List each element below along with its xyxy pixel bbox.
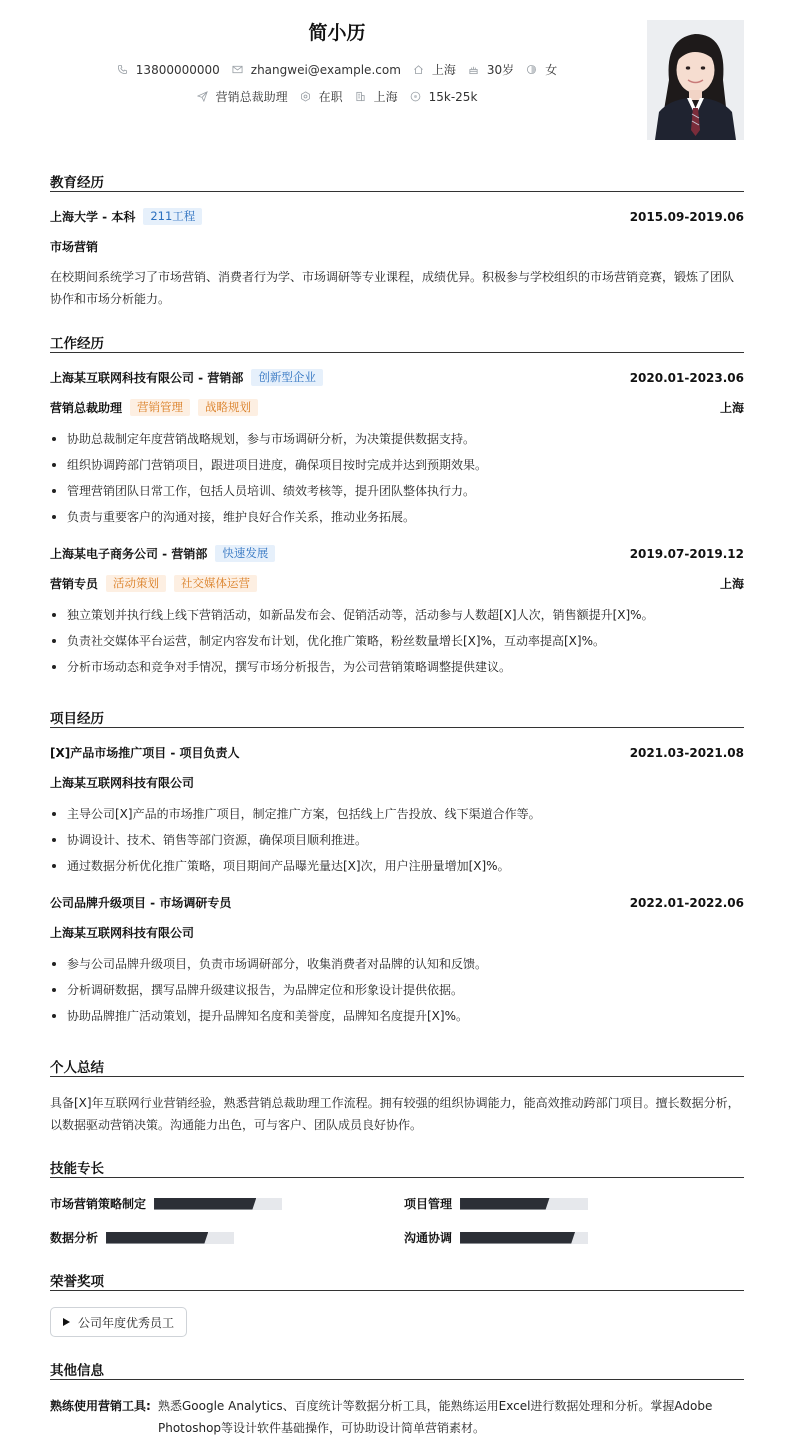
skill-name: 项目管理	[404, 1197, 453, 1211]
list-item: 协助品牌推广活动策划，提升品牌知名度和美誉度，品牌知名度提升[X]%。	[50, 1003, 744, 1029]
education-header-row	[50, 208, 744, 225]
section-title-summary: 个人总结	[50, 1056, 744, 1077]
other-section	[50, 1359, 744, 1380]
award-item[interactable]	[50, 1307, 187, 1337]
list-item: 组织协调跨部门营销项目，跟进项目进度，确保项目按时完成并达到预期效果。	[50, 452, 744, 478]
education-section	[50, 171, 744, 192]
work-city: 上海	[719, 577, 744, 591]
skill-level-fill	[460, 1198, 550, 1210]
role-tag: 战略规划	[198, 399, 258, 416]
section-title-other: 其他信息	[50, 1359, 744, 1380]
education-date: 2015.09-2019.06	[629, 209, 744, 224]
project-company: 上海某互联网科技有限公司	[50, 776, 195, 790]
cake-icon	[468, 64, 479, 75]
work-bullets	[50, 602, 744, 680]
work-date: 2020.01-2023.06	[629, 370, 744, 385]
home-icon	[413, 64, 424, 75]
work-city: 上海	[719, 401, 744, 415]
work-role-row	[50, 575, 744, 592]
skill-level-fill	[106, 1232, 208, 1244]
work-company-row	[50, 369, 744, 386]
salary-icon	[410, 91, 421, 102]
project-company: 上海某互联网科技有限公司	[50, 926, 195, 940]
skill-level-bar	[106, 1232, 234, 1244]
email-item: zhangwei@example.com	[232, 61, 401, 78]
skill-item	[50, 1195, 282, 1212]
list-item: 负责与重要客户的沟通对接，维护良好合作关系，推动业务拓展。	[50, 504, 744, 530]
school-name: 上海大学 - 本科	[50, 210, 136, 224]
education-description: 在校期间系统学习了市场营销、消费者行为学、市场调研等专业课程，成绩优异。积极参与学校组织的市场营销竞赛，锻炼了团队协作和市场分析能力。	[50, 270, 735, 306]
profile-photo	[647, 20, 744, 140]
location-item: 上海	[413, 61, 456, 78]
project-header-row	[50, 744, 744, 761]
status-item: 在职	[300, 88, 343, 105]
mail-icon	[232, 64, 243, 75]
resume-header	[50, 0, 744, 150]
summary-section	[50, 1056, 744, 1077]
list-item: 参与公司品牌升级项目，负责市场调研部分，收集消费者对品牌的认知和反馈。	[50, 951, 744, 977]
other-info-text: 熟悉Google Analytics、百度统计等数据分析工具，能熟练运用Excel进行数据处理和分析。掌握Adobe Photoshop等设计软件基础操作，可协助设计简单营销素材。	[158, 1399, 713, 1435]
other-info-row	[50, 1395, 744, 1439]
project-date: 2022.01-2022.06	[629, 895, 744, 910]
section-title-work: 工作经历	[50, 332, 744, 353]
section-title-skills: 技能专长	[50, 1157, 744, 1178]
work-role-row	[50, 399, 744, 416]
section-title-projects: 项目经历	[50, 707, 744, 728]
role-name: 营销专员	[50, 577, 99, 591]
role-tag: 社交媒体运营	[174, 575, 257, 592]
section-title-awards: 荣誉奖项	[50, 1270, 744, 1291]
skill-name: 沟通协调	[404, 1231, 453, 1245]
role-tag: 活动策划	[106, 575, 166, 592]
list-item: 负责社交媒体平台运营，制定内容发布计划，优化推广策略，粉丝数量增长[X]%，互动率提高[X]%。	[50, 628, 744, 654]
summary-text: 具备[X]年互联网行业营销经验，熟悉营销总裁助理工作流程。拥有较强的组织协调能力，能高效推动跨部门项目。擅长数据分析，以数据驱动营销决策。沟通能力出色，可与客户、团队成员良好协作。	[50, 1096, 740, 1132]
triangle-right-icon	[63, 1318, 70, 1326]
project-company-row	[50, 924, 744, 941]
award-name: 公司年度优秀员工	[78, 1315, 175, 1330]
send-icon	[197, 91, 208, 102]
list-item: 管理营销团队日常工作，包括人员培训、绩效考核等，提升团队整体执行力。	[50, 478, 744, 504]
list-item: 协调设计、技术、销售等部门资源，确保项目顺利推进。	[50, 827, 744, 853]
avatar-portrait-icon	[647, 20, 744, 140]
skill-item	[404, 1195, 588, 1212]
skill-item	[50, 1229, 234, 1246]
building-icon	[355, 91, 366, 102]
major: 市场营销	[50, 240, 99, 254]
list-item: 独立策划并执行线上线下营销活动，如新品发布会、促销活动等，活动参与人数超[X]人次，销售额提升[X]%。	[50, 602, 744, 628]
phone-item: 13800000000	[117, 61, 220, 78]
skill-level-bar	[154, 1198, 282, 1210]
work-company-row	[50, 545, 744, 562]
skill-name: 数据分析	[50, 1231, 99, 1245]
company-name: 上海某互联网科技有限公司 - 营销部	[50, 371, 244, 385]
project-company-row	[50, 774, 744, 791]
list-item: 分析调研数据，撰写品牌升级建议报告，为品牌定位和形象设计提供依据。	[50, 977, 744, 1003]
gender-item: 女	[526, 61, 557, 78]
skill-level-bar	[460, 1232, 588, 1244]
skills-section	[50, 1157, 744, 1178]
project-name: 公司品牌升级项目 - 市场调研专员	[50, 896, 232, 910]
list-item: 主导公司[X]产品的市场推广项目，制定推广方案，包括线上广告投放、线下渠道合作等。	[50, 801, 744, 827]
target-position-item: 营销总裁助理	[197, 88, 288, 105]
status-icon	[300, 91, 311, 102]
skill-level-bar	[460, 1198, 588, 1210]
role-name: 营销总裁助理	[50, 401, 123, 415]
company-name: 上海某电子商务公司 - 营销部	[50, 547, 208, 561]
list-item: 协助总裁制定年度营销战略规划，参与市场调研分析，为决策提供数据支持。	[50, 426, 744, 452]
skill-item	[404, 1229, 588, 1246]
school-tag: 211工程	[143, 208, 202, 225]
skill-name: 市场营销策略制定	[50, 1197, 147, 1211]
list-item: 分析市场动态和竞争对手情况，撰写市场分析报告，为公司营销策略调整提供建议。	[50, 654, 744, 680]
gender-icon	[526, 64, 537, 75]
project-date: 2021.03-2021.08	[629, 745, 744, 760]
list-item: 通过数据分析优化推广策略，项目期间产品曝光量达[X]次，用户注册量增加[X]%。	[50, 853, 744, 879]
other-info-label: 熟练使用营销工具:	[50, 1399, 151, 1413]
skill-level-fill	[460, 1232, 575, 1244]
company-tag: 创新型企业	[251, 369, 323, 386]
phone-icon	[117, 64, 128, 75]
project-section	[50, 707, 744, 728]
skill-level-fill	[154, 1198, 256, 1210]
resume-page	[50, 0, 744, 1435]
project-bullets	[50, 801, 744, 879]
candidate-name: 简小历	[308, 22, 366, 44]
role-tag: 营销管理	[130, 399, 190, 416]
work-section	[50, 332, 744, 353]
contact-row	[50, 61, 624, 78]
work-bullets	[50, 426, 744, 530]
job-intent-row	[50, 88, 624, 105]
company-tag: 快速发展	[215, 545, 275, 562]
age-item: 30岁	[468, 61, 514, 78]
project-header-row	[50, 894, 744, 911]
section-title-education: 教育经历	[50, 171, 744, 192]
education-major-row	[50, 238, 744, 255]
salary-item: 15k-25k	[410, 88, 478, 105]
project-bullets	[50, 951, 744, 1029]
work-date: 2019.07-2019.12	[629, 546, 744, 561]
target-city-item: 上海	[355, 88, 398, 105]
project-name: [X]产品市场推广项目 - 项目负责人	[50, 746, 240, 760]
awards-section	[50, 1270, 744, 1291]
